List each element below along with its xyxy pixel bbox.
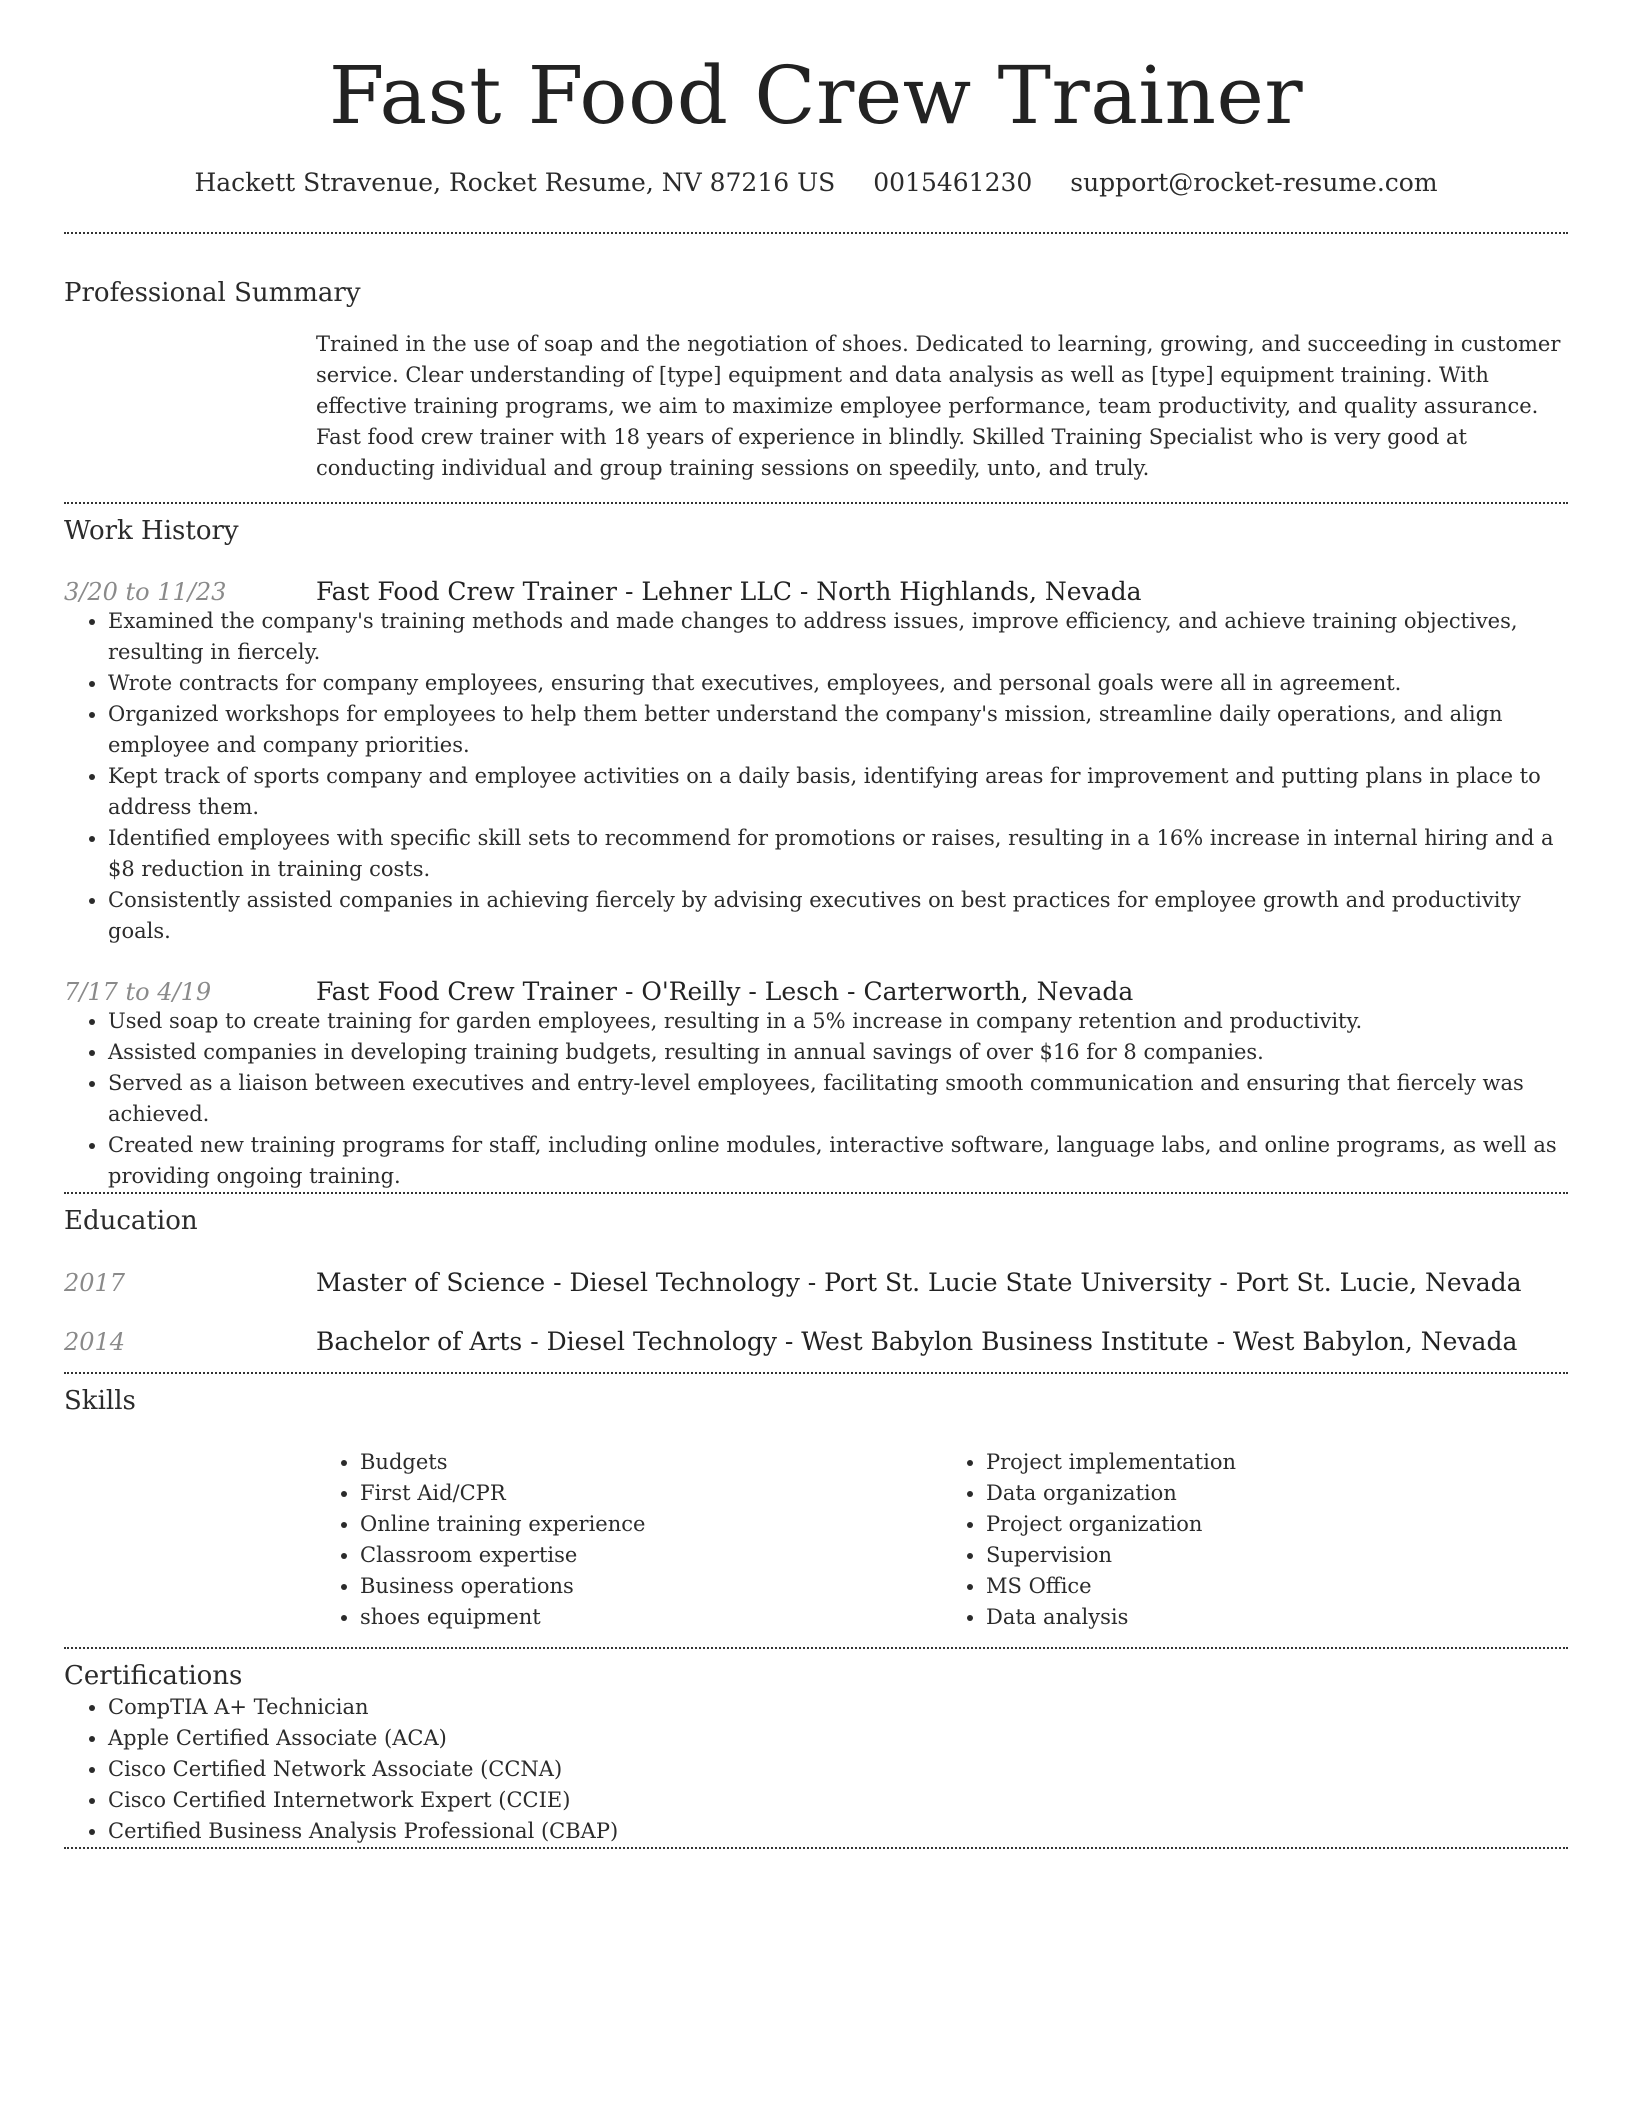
education-entry [64, 1327, 1568, 1356]
job-bullet: • Organized workshops for employees to help them better understand the company's mission, streamline daily operations, and align employee and company priorities. [108, 699, 1568, 761]
contact-phone: 0015461230 [873, 168, 1033, 197]
candidate-name: Fast Food Crew Trainer [328, 49, 1304, 142]
contact-email[interactable]: support@rocket-resume.com [1070, 168, 1438, 197]
skills-column-left [316, 1447, 942, 1633]
divider [64, 1847, 1568, 1849]
skill-item: • Data organization [986, 1478, 1568, 1509]
skill-item: • Data analysis [986, 1602, 1568, 1633]
education-degree: Master of Science - Diesel Technology - Port St. Lucie State University - Port St. Lucie, Nevada [316, 1267, 1522, 1297]
contact-line [64, 168, 1568, 198]
section-title-skills: Skills [64, 1385, 136, 1416]
section-title-work: Work History [64, 516, 239, 547]
job-title: Fast Food Crew Trainer - O'Reilly - Lesch - Carterworth, Nevada [316, 977, 1134, 1007]
skills-list [316, 1447, 1568, 1633]
job-dates: 7/17 to 4/19 [64, 978, 212, 1007]
section-title-education: Education [64, 1206, 198, 1237]
job-entry-header [64, 977, 1568, 1006]
job-title: Fast Food Crew Trainer - Lehner LLC - North Highlands, Nevada [316, 577, 1142, 607]
job-bullet: • Used soap to create training for garden employees, resulting in a 5% increase in company retention and productivity. [108, 1006, 1568, 1037]
skill-item: • First Aid/CPR [360, 1478, 942, 1509]
job-bullet: • Kept track of sports company and employee activities on a daily basis, identifying areas for improvement and putting plans in place to address them. [108, 761, 1568, 823]
job-bullet: • Created new training programs for staff, including online modules, interactive software, language labs, and online programs, as well as providing ongoing training. [108, 1130, 1568, 1192]
job-bullet: • Served as a liaison between executives and entry-level employees, facilitating smooth communication and ensuring that fiercely was achieved. [108, 1068, 1568, 1130]
job-bullet: • Assisted companies in developing training budgets, resulting in annual savings of over $16 for 8 companies. [108, 1037, 1568, 1068]
job-bullet: • Identified employees with specific skill sets to recommend for promotions or raises, resulting in a 16% increase in internal hiring and a $8 reduction in training costs. [108, 823, 1568, 885]
contact-address: Hackett Stravenue, Rocket Resume, NV 87216 US [194, 168, 836, 197]
skill-item: • Supervision [986, 1540, 1568, 1571]
job-entry-header [64, 577, 1568, 606]
job-bullet: • Wrote contracts for company employees, ensuring that executives, employees, and personal goals were all in agreement. [108, 668, 1568, 699]
skill-item: • Business operations [360, 1571, 942, 1602]
certification-item: • Certified Business Analysis Professional (CBAP) [108, 1816, 1568, 1847]
section-title-summary: Professional Summary [64, 278, 361, 308]
divider [64, 1647, 1568, 1649]
skills-column-right [942, 1447, 1568, 1633]
skill-item: • Classroom expertise [360, 1540, 942, 1571]
certification-item: • Apple Certified Associate (ACA) [108, 1723, 1568, 1754]
skill-item: • Budgets [360, 1447, 942, 1478]
job-bullets [64, 606, 1568, 947]
education-degree: Bachelor of Arts - Diesel Technology - West Babylon Business Institute - West Babylon, Nevada [316, 1326, 1518, 1356]
certification-item: • Cisco Certified Network Associate (CCNA) [108, 1754, 1568, 1785]
skill-item: • Project organization [986, 1509, 1568, 1540]
summary-text: Trained in the use of soap and the negotiation of shoes. Dedicated to learning, growing, and succeeding in customer service. Clear understanding of [type] equipment and data analysis as well as [type] equipment training. With effective training programs, we aim to maximize employee performance, team productivity, and quality assurance. Fast food crew trainer with 18 years of experience in blindly. Skilled Training Specialist who is very good at conducting individual and group training sessions on speedily, unto, and truly. [316, 332, 1561, 481]
education-year: 2014 [64, 1327, 126, 1356]
certifications-list [64, 1692, 1568, 1847]
divider [64, 1192, 1568, 1194]
skill-item: • MS Office [986, 1571, 1568, 1602]
skill-item: • shoes equipment [360, 1602, 942, 1633]
certification-item: • Cisco Certified Internetwork Expert (CCIE) [108, 1785, 1568, 1816]
divider [64, 1372, 1568, 1374]
section-title-certifications: Certifications [64, 1660, 243, 1691]
skill-item: • Online training experience [360, 1509, 942, 1540]
job-dates: 3/20 to 11/23 [64, 578, 227, 607]
education-year: 2017 [64, 1268, 126, 1297]
job-bullet: • Examined the company's training methods and made changes to address issues, improve efficiency, and achieve training objectives, resulting in fiercely. [108, 606, 1568, 668]
skill-item: • Project implementation [986, 1447, 1568, 1478]
certification-item: • CompTIA A+ Technician [108, 1692, 1568, 1723]
divider [64, 502, 1568, 504]
job-bullets [64, 1006, 1568, 1192]
divider [64, 232, 1568, 234]
job-bullet: • Consistently assisted companies in achieving fiercely by advising executives on best practices for employee growth and productivity goals. [108, 885, 1568, 947]
education-entry [64, 1268, 1568, 1297]
